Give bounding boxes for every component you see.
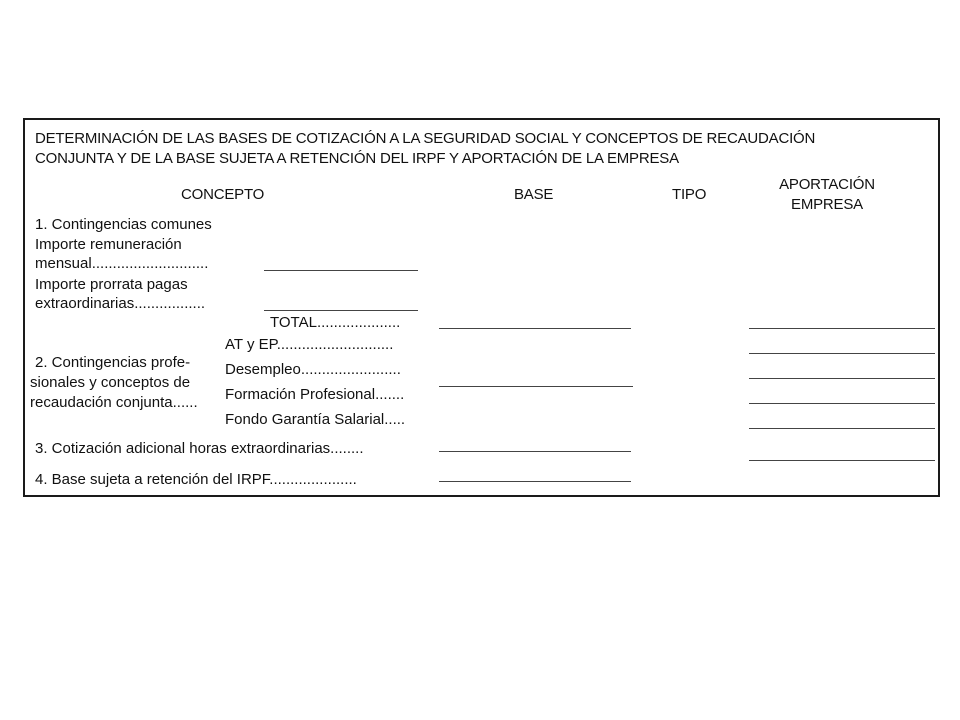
desempleo-aportacion-field[interactable] — [749, 378, 935, 379]
formacion-profesional-label: Formación Profesional....... — [225, 386, 405, 403]
prorrata-label-line2: extraordinarias................. — [35, 295, 206, 312]
section4-base-field[interactable] — [439, 481, 631, 482]
section1-title: 1. Contingencias comunes — [35, 216, 212, 233]
remuneracion-label-line2: mensual............................ — [35, 255, 209, 272]
header-base: BASE — [514, 186, 554, 203]
total-base-field[interactable] — [439, 328, 631, 329]
header-aportacion-line2: EMPRESA — [791, 196, 863, 213]
section3-base-field[interactable] — [439, 451, 631, 452]
desempleo-label: Desempleo........................ — [225, 361, 401, 378]
section3-label: 3. Cotización adicional horas extraordinarias........ — [35, 440, 364, 457]
header-concepto: CONCEPTO — [181, 186, 265, 203]
fondo-garantia-aportacion-field[interactable] — [749, 428, 935, 429]
form-title-line1: DETERMINACIÓN DE LAS BASES DE COTIZACIÓN A LA SEGURIDAD SOCIAL Y CONCEPTOS DE RECAUDACIÓN — [35, 130, 816, 147]
at-ep-label: AT y EP............................ — [225, 336, 394, 353]
total-aportacion-field[interactable] — [749, 328, 935, 329]
section2-base-field[interactable] — [439, 386, 633, 387]
formacion-aportacion-field[interactable] — [749, 403, 935, 404]
section3-aportacion-field[interactable] — [749, 460, 935, 461]
section2-title-line2: sionales y conceptos de — [30, 374, 191, 391]
remuneracion-label-line1: Importe remuneración — [35, 236, 182, 253]
section2-title-line3: recaudación conjunta...... — [30, 394, 198, 411]
header-aportacion-line1: APORTACIÓN — [779, 176, 875, 193]
fondo-garantia-salarial-label: Fondo Garantía Salarial..... — [225, 411, 406, 428]
form-title-line2: CONJUNTA Y DE LA BASE SUJETA A RETENCIÓN DEL IRPF Y APORTACIÓN DE LA EMPRESA — [35, 150, 679, 167]
total-label: TOTAL.................... — [270, 314, 401, 331]
remuneracion-field[interactable] — [264, 270, 418, 271]
section4-label: 4. Base sujeta a retención del IRPF..................... — [35, 471, 357, 488]
prorrata-label-line1: Importe prorrata pagas — [35, 276, 188, 293]
prorrata-field[interactable] — [264, 310, 418, 311]
at-ep-aportacion-field[interactable] — [749, 353, 935, 354]
header-tipo: TIPO — [672, 186, 707, 203]
section2-title-line1: 2. Contingencias profe- — [35, 354, 191, 371]
